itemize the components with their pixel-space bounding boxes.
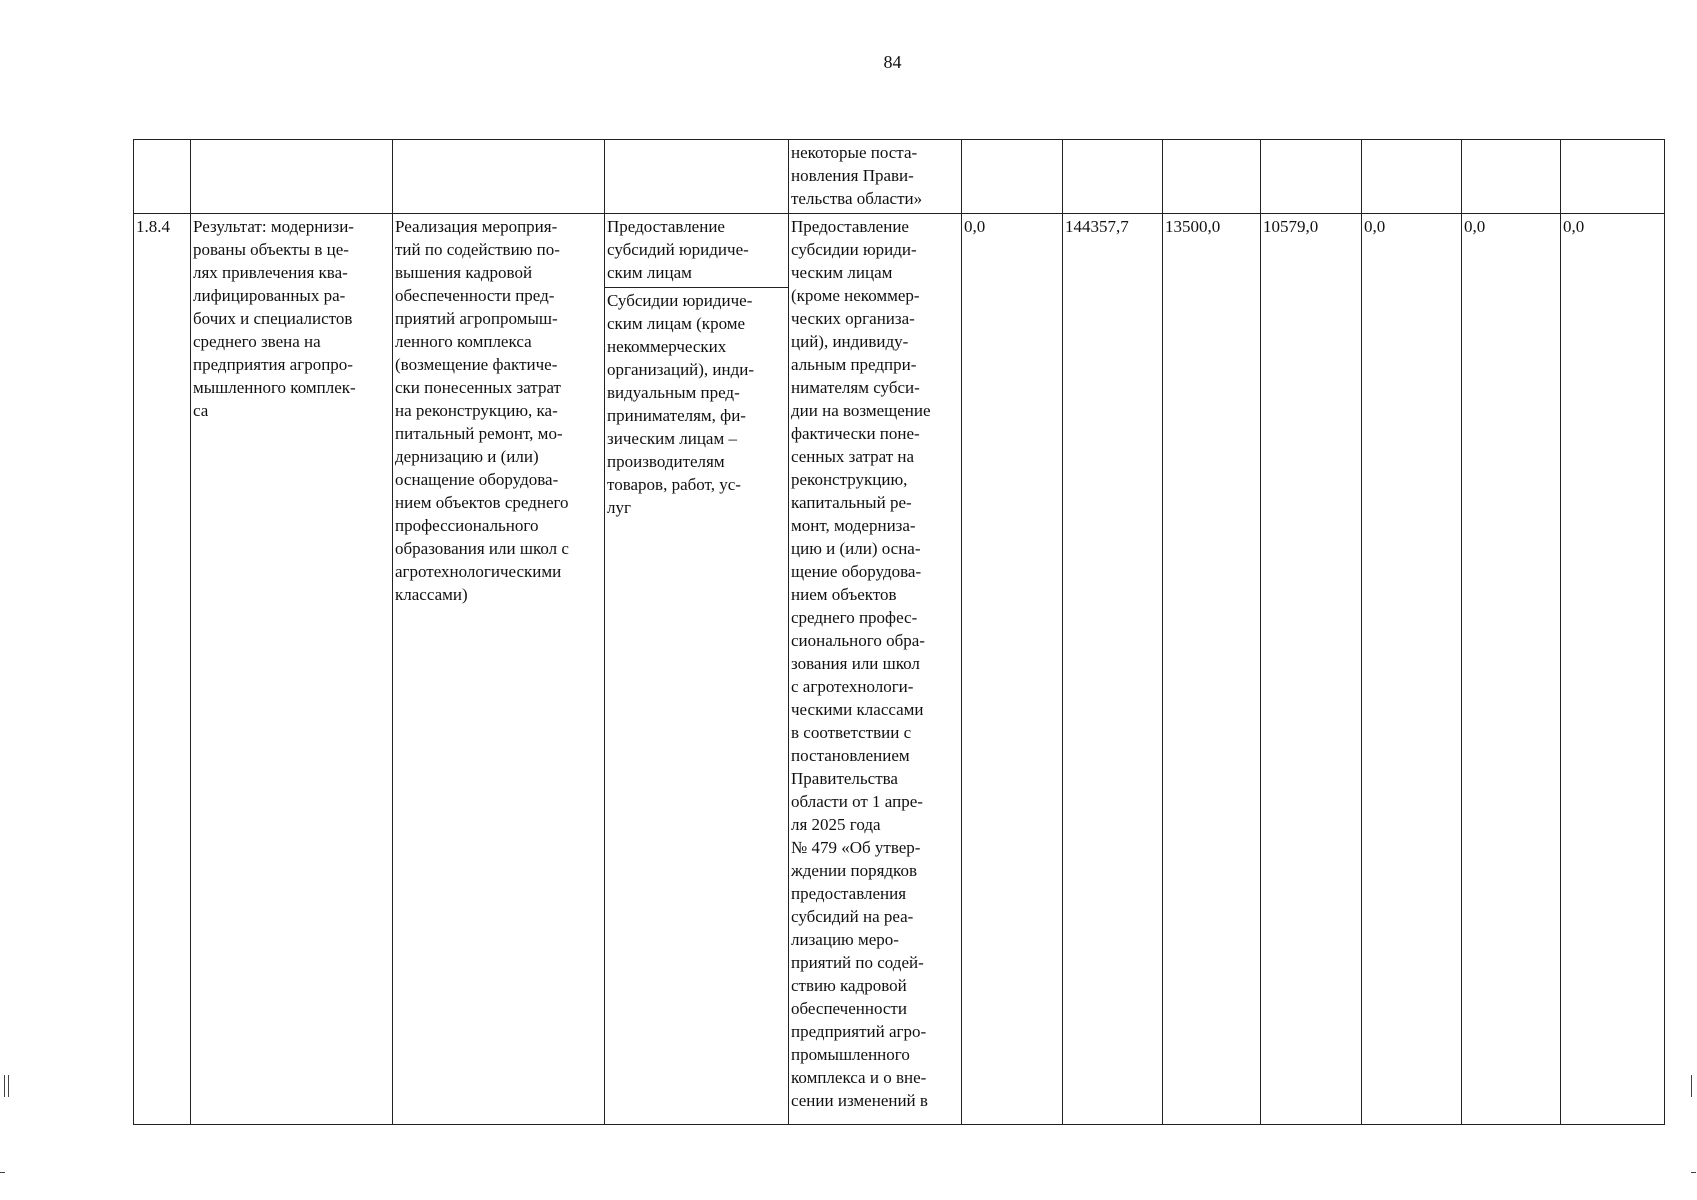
cell-row-number: 1.8.4: [134, 214, 191, 1125]
left-margin-mark: [8, 1075, 9, 1097]
cell-empty: [1462, 140, 1561, 214]
cell-empty: [962, 140, 1063, 214]
cell-mechanism: [605, 214, 789, 1125]
cell-empty: [191, 140, 393, 214]
cell-value: 144357,7: [1063, 214, 1163, 1125]
cell-empty: [1063, 140, 1163, 214]
cell-empty: [134, 140, 191, 214]
cell-empty: [1163, 140, 1261, 214]
cell-empty: [1362, 140, 1462, 214]
table-row-continued: [134, 140, 1665, 214]
cell-legal-basis-continued: некоторые поста- новления Прави- тельства области»: [789, 140, 962, 214]
cell-value: 0,0: [1561, 214, 1665, 1125]
left-margin-dash: [0, 1172, 5, 1173]
right-margin-dash: [1691, 1172, 1696, 1173]
cell-empty: [393, 140, 605, 214]
cell-measure: Реализация мероприя- тий по содействию по- вышения кадровой обеспеченности пред- приятий агропромыш- ленного комплекса (возмещение фактиче- ски понесенных затрат на реконструкцию, ка- питальный ремонт, мо- дернизацию и (или) оснащение оборудова- нием объектов среднего профессионального образования или школ с агротехнологическими классами): [393, 214, 605, 1125]
right-margin-mark: [1691, 1075, 1692, 1097]
cell-empty: [605, 140, 789, 214]
cell-value: 0,0: [962, 214, 1063, 1125]
cell-value: 10579,0: [1261, 214, 1362, 1125]
cell-value: 0,0: [1362, 214, 1462, 1125]
cell-empty: [1261, 140, 1362, 214]
mechanism-recipients: Субсидии юридиче- ским лицам (кроме некоммерческих организаций), инди- видуальным пред- принимателям, фи- зическим лицам – производителям товаров, работ, ус- луг: [607, 291, 755, 517]
cell-value: 0,0: [1462, 214, 1561, 1125]
program-table: [133, 139, 1665, 1125]
mechanism-type: Предоставление субсидий юридиче- ским лицам: [605, 215, 788, 288]
left-margin-mark: [4, 1075, 5, 1097]
cell-result: Результат: модернизи- рованы объекты в це- лях привлечения ква- лифицированных ра- бочих и специалистов среднего звена на предприятия агропро- мышленного комплек- са: [191, 214, 393, 1125]
cell-empty: [1561, 140, 1665, 214]
page-number: 84: [883, 52, 902, 72]
cell-value: 13500,0: [1163, 214, 1261, 1125]
cell-legal-basis: Предоставление субсидии юриди- ческим лицам (кроме некоммер- ческих организа- ций), индивиду- альным предпри- нимателям субси- дии на возмещение фактически поне- сенных затрат на реконструкцию, капитальный ре- монт, модерниза- цию и (или) осна- щение оборудова- нием объектов среднего профес- сионального обра- зования или школ с агротехнологи- ческими классами в соответствии с постановлением Правительства области от 1 апре- ля 2025 года № 479 «Об утвер- ждении порядков предоставления субсидий на реа- лизацию меро- приятий по содей- ствию кадровой обеспеченности предприятий агро- промышленного комплекса и о вне- сении изменений в: [789, 214, 962, 1125]
table-row: [134, 214, 1665, 1125]
